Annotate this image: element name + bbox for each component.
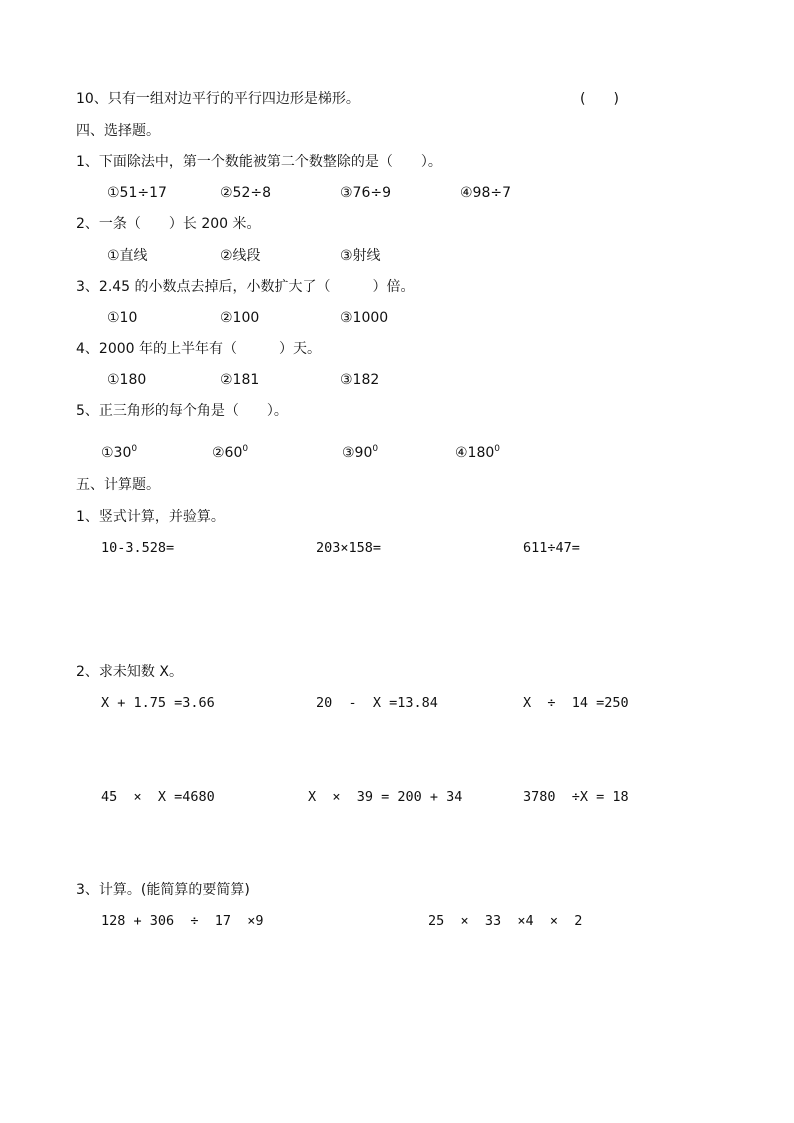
calc-part1-title: 1、竖式计算，并验算。 — [76, 509, 225, 525]
section4-heading: 四、选择题。 — [76, 123, 160, 139]
equation-1: X + 1.75 =3.66 — [101, 695, 215, 711]
equation-4: 45 × X =4680 — [101, 789, 215, 805]
choice-q2-option-3: ③射线 — [340, 248, 381, 264]
judge-q10-text: 10、只有一组对边平行的平行四边形是梯形。 — [76, 91, 360, 107]
calc-part3-title: 3、计算。(能简算的要简算) — [76, 882, 250, 898]
choice-q1-option-2: ②52÷8 — [220, 185, 272, 201]
choice-q3-text: 3、2.45 的小数点去掉后，小数扩大了（ ）倍。 — [76, 279, 415, 295]
choice-q5-option-3: $③90^0$ — [342, 444, 379, 461]
equation-2: 20 - X =13.84 — [316, 695, 438, 711]
choice-q5-option-2: $②60^0$ — [212, 444, 249, 461]
choice-q2-option-2: ②线段 — [220, 248, 261, 264]
choice-q1-option-4: ④98÷7 — [460, 185, 512, 201]
judge-q10-blank: ( ) — [580, 91, 619, 107]
choice-q3-option-3: ③1000 — [340, 310, 389, 326]
simplify-calc-1: 128 + 306 ÷ 17 ×9 — [101, 913, 264, 929]
choice-q4-option-3: ③182 — [340, 372, 380, 388]
vertical-calc-2: 203×158= — [316, 540, 382, 556]
choice-q3-option-2: ②100 — [220, 310, 260, 326]
choice-q4-option-1: ①180 — [107, 372, 147, 388]
choice-q1-option-1: ①51÷17 — [107, 185, 167, 201]
equation-3: X ÷ 14 =250 — [523, 695, 629, 711]
choice-q5-option-4: $④180^0$ — [455, 444, 501, 461]
choice-q3-option-1: ①10 — [107, 310, 138, 326]
equation-6: 3780 ÷X = 18 — [523, 789, 629, 805]
choice-q2-text: 2、一条（ ）长 200 米。 — [76, 216, 261, 232]
choice-q5-text: 5、正三角形的每个角是（ ）。 — [76, 403, 288, 419]
equation-5: X × 39 = 200 + 34 — [308, 789, 463, 805]
choice-q4-text: 4、2000 年的上半年有（ ）天。 — [76, 341, 321, 357]
choice-q4-option-2: ②181 — [220, 372, 260, 388]
simplify-calc-2: 25 × 33 ×4 × 2 — [428, 913, 583, 929]
section5-heading: 五、计算题。 — [76, 477, 160, 493]
choice-q2-option-1: ①直线 — [107, 248, 148, 264]
vertical-calc-1: 10-3.528= — [101, 540, 175, 556]
calc-part2-title: 2、求未知数 X。 — [76, 664, 183, 680]
choice-q1-option-3: ③76÷9 — [340, 185, 392, 201]
choice-q1-text: 1、下面除法中，第一个数能被第二个数整除的是（ ）。 — [76, 154, 442, 170]
vertical-calc-3: 611÷47= — [523, 540, 580, 556]
choice-q5-option-1: $①30^0$ — [101, 444, 138, 461]
